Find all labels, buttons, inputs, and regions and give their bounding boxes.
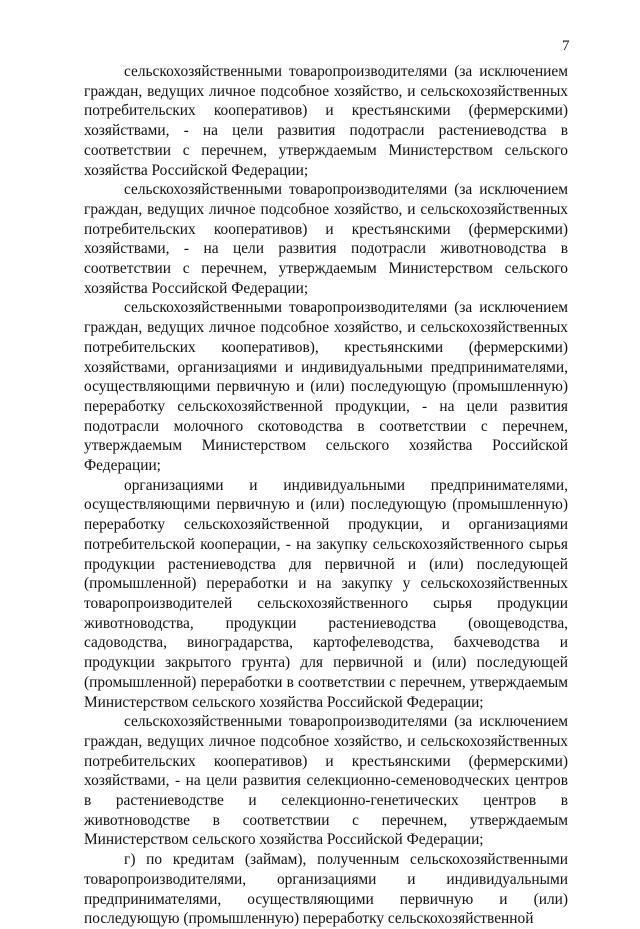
paragraph-crop-production: сельскохозяйственными товаропроизводителями (за исключением граждан, ведущих личное подсобное хозяйство, и сельскохозяйственных потребительских кооперативов) и крестьянскими (фермерскими) хозяйствами, - на цели развития подотрасли растениеводства в соответствии с перечнем, утверждаемым Министерством сельского хозяйства Российской Федерации; [84, 63, 568, 179]
page-number: 7 [562, 38, 570, 54]
paragraph-dairy-cattle: сельскохозяйственными товаропроизводителями (за исключением граждан, ведущих личное подсобное хозяйство, и сельскохозяйственных потребительских кооперативов), крестьянскими (фермерскими) хозяйствами, организациями и индивидуальными предпринимателями, осуществляющими первичную и (или) последующую (промышленную) переработку сельскохозяйственной продукции, - на цели развития подотрасли молочного скотоводства в соответствии с перечнем, утверждаемым Министерством сельского хозяйства Российской Федерации; [84, 299, 568, 475]
paragraph-breeding-centers: сельскохозяйственными товаропроизводителями (за исключением граждан, ведущих личное подсобное хозяйство, и сельскохозяйственных потребительских кооперативов) и крестьянскими (фермерскими) хозяйствами, - на цели развития селекционно-семеноводческих центров в растениеводстве и селекционно-генетических центров в животноводстве в соответствии с перечнем, утверждаемым Министерством сельского хозяйства Российской Федерации; [84, 713, 568, 849]
document-body [84, 62, 568, 929]
paragraph-loans-item-g: г) по кредитам (займам), полученным сельскохозяйственными товаропроизводителями, организациями и индивидуальными предпринимателями, осуществляющими первичную и (или) последующую (промышленную) переработку сельскохозяйственной [84, 851, 568, 928]
paragraph-raw-material-purchase: организациями и индивидуальными предпринимателями, осуществляющими первичную и (или) последующую (промышленную) переработку сельскохозяйственной продукции, и организациями потребительской кооперации, - на закупку сельскохозяйственного сырья продукции растениеводства для первичной и (или) последующей (промышленной) переработки и на закупку у сельскохозяйственных товаропроизводителей сельскохозяйственного сырья продукции животноводства, продукции растениеводства (овощеводства, садоводства, виноградарства, картофелеводства, бахчеводства и продукции закрытого грунта) для первичной и (или) последующей (промышленной) переработки в соответствии с перечнем, утверждаемым Министерством сельского хозяйства Российской Федерации; [84, 476, 568, 711]
paragraph-livestock: сельскохозяйственными товаропроизводителями (за исключением граждан, ведущих личное подсобное хозяйство, и сельскохозяйственных потребительских кооперативов) и крестьянскими (фермерскими) хозяйствами, - на цели развития подотрасли животноводства в соответствии с перечнем, утверждаемым Министерством сельского хозяйства Российской Федерации; [84, 181, 568, 297]
